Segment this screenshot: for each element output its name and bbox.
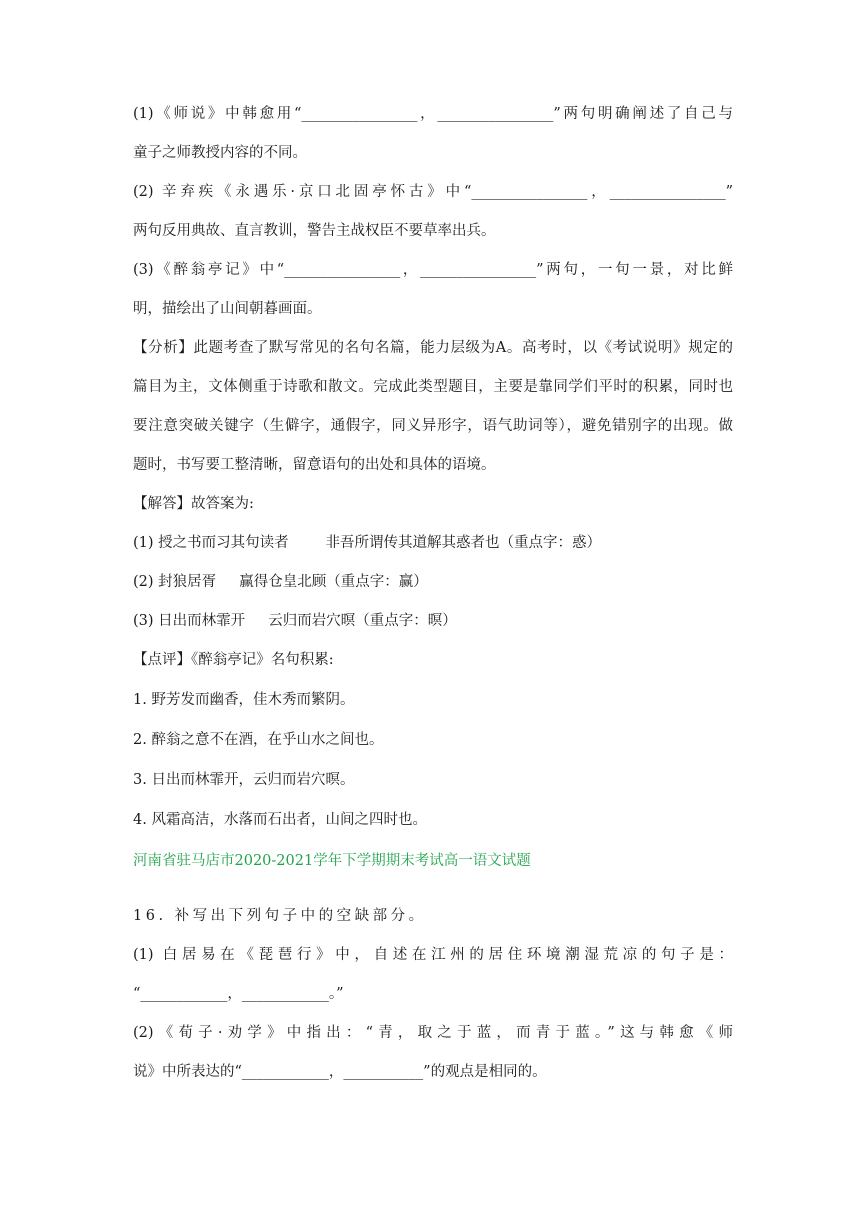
analysis-line: 题时，书写要工整清晰，留意语句的出处和具体的语境。 xyxy=(133,457,496,473)
question-line: (2)《荀子·劝学》中指出：“青，取之于蓝，而青于蓝。”这与韩愈《师 xyxy=(133,1025,733,1041)
question-title: 16. 补写出下列句子中的空缺部分。 xyxy=(133,908,427,924)
question-line: “____________，____________。” xyxy=(133,986,344,1002)
comment-line: 4. 风霜高洁，水落而石出者，山间之四时也。 xyxy=(133,812,427,828)
answer-line: (3) 日出而林霏开 云归而岩穴暝（重点字：暝） xyxy=(133,613,457,629)
comment-heading: 【点评】《醉翁亭记》名句积累: xyxy=(133,652,334,668)
answer-line: (2) 封狼居胥 赢得仓皇北顾（重点字：赢） xyxy=(133,574,428,590)
source-title: 河南省驻马店市2020-2021学年下学期期末考试高一语文试题 xyxy=(133,853,531,869)
text-line: (1)《师说》中韩愈用“________________，________________”两句明确阐述了自己与 xyxy=(133,106,733,122)
analysis-line: 要注意突破关键字（生僻字，通假字，同义异形字，语气助词等），避免错别字的出现。做 xyxy=(133,418,733,434)
comment-line: 2. 醉翁之意不在酒，在乎山水之间也。 xyxy=(133,732,384,748)
text-line: (2) 辛弃疾《永遇乐·京口北固亭怀古》中“________________，________________” xyxy=(133,184,733,200)
text-line: 童子之师教授内容的不同。 xyxy=(133,145,307,161)
comment-line: 3. 日出而林霏开，云归而岩穴暝。 xyxy=(133,772,355,788)
question-line: 说》中所表达的“____________，___________”的观点是相同的。 xyxy=(133,1064,547,1080)
analysis-line: 【分析】此题考查了默写常见的名句名篇，能力层级为A。高考时，以《考试说明》规定的 xyxy=(133,340,733,356)
answer-heading: 【解答】故答案为: xyxy=(133,496,254,512)
text-line: (3)《醉翁亭记》中“________________，________________”两句，一句一景，对比鲜 xyxy=(133,262,733,278)
text-line: 两句反用典故、直言教训，警告主战权臣不要草率出兵。 xyxy=(133,223,496,239)
answer-line: (1) 授之书而习其句读者 非吾所谓传其道解其惑者也（重点字：惑） xyxy=(133,535,602,551)
comment-line: 1. 野芳发而幽香，佳木秀而繁阴。 xyxy=(133,692,355,708)
text-line: 明，描绘出了山间朝暮画面。 xyxy=(133,301,322,317)
question-line: (1) 白居易在《琵琶行》中，自述在江州的居住环境潮湿荒凉的句子是： xyxy=(133,947,733,963)
analysis-line: 篇目为主，文体侧重于诗歌和散文。完成此类型题目，主要是靠同学们平时的积累，同时也 xyxy=(133,379,733,395)
